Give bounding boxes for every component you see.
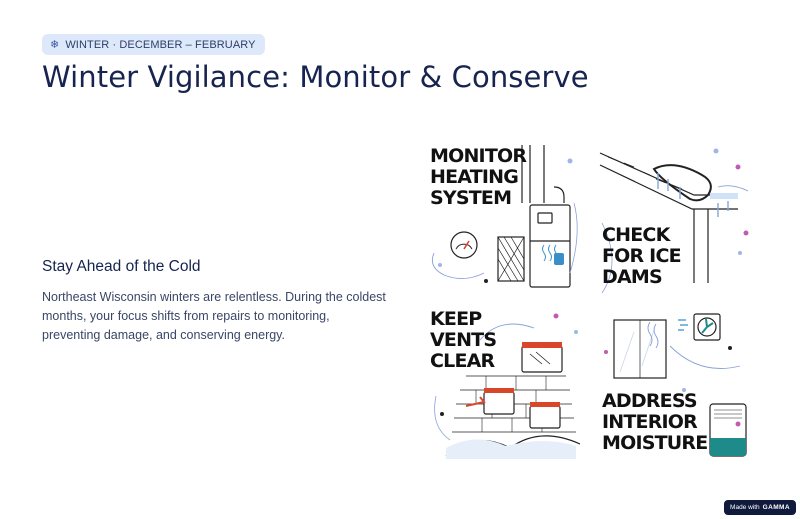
made-with-gamma-badge[interactable] <box>724 500 796 515</box>
panel-label: MONITOR HEATING SYSTEM <box>430 145 527 209</box>
gamma-logo: GAMMA <box>762 504 790 511</box>
tips-illustration-grid <box>426 143 756 461</box>
section-heading: Stay Ahead of the Cold <box>42 258 201 275</box>
panel-label: CHECK FOR ICE DAMS <box>602 224 681 288</box>
page-title: Winter Vigilance: Monitor & Conserve <box>42 60 589 94</box>
panel-ice-dams <box>598 143 758 298</box>
panel-interior-moisture <box>598 306 758 461</box>
season-badge <box>42 34 265 55</box>
panel-monitor-heating <box>426 143 586 298</box>
panel-label: KEEP VENTS CLEAR <box>430 308 497 372</box>
made-with-text: Made with <box>730 504 760 511</box>
panel-keep-vents-clear <box>426 306 586 461</box>
section-body: Northeast Wisconsin winters are relentless. During the coldest months, your focus shifts from repairs to monitoring, preventing damage, and conserving energy. <box>42 290 386 342</box>
season-badge-label: WINTER · DECEMBER – FEBRUARY <box>65 38 256 51</box>
snowflake-icon: ❄ <box>50 39 60 51</box>
panel-label: ADDRESS INTERIOR MOISTURE <box>602 390 708 454</box>
